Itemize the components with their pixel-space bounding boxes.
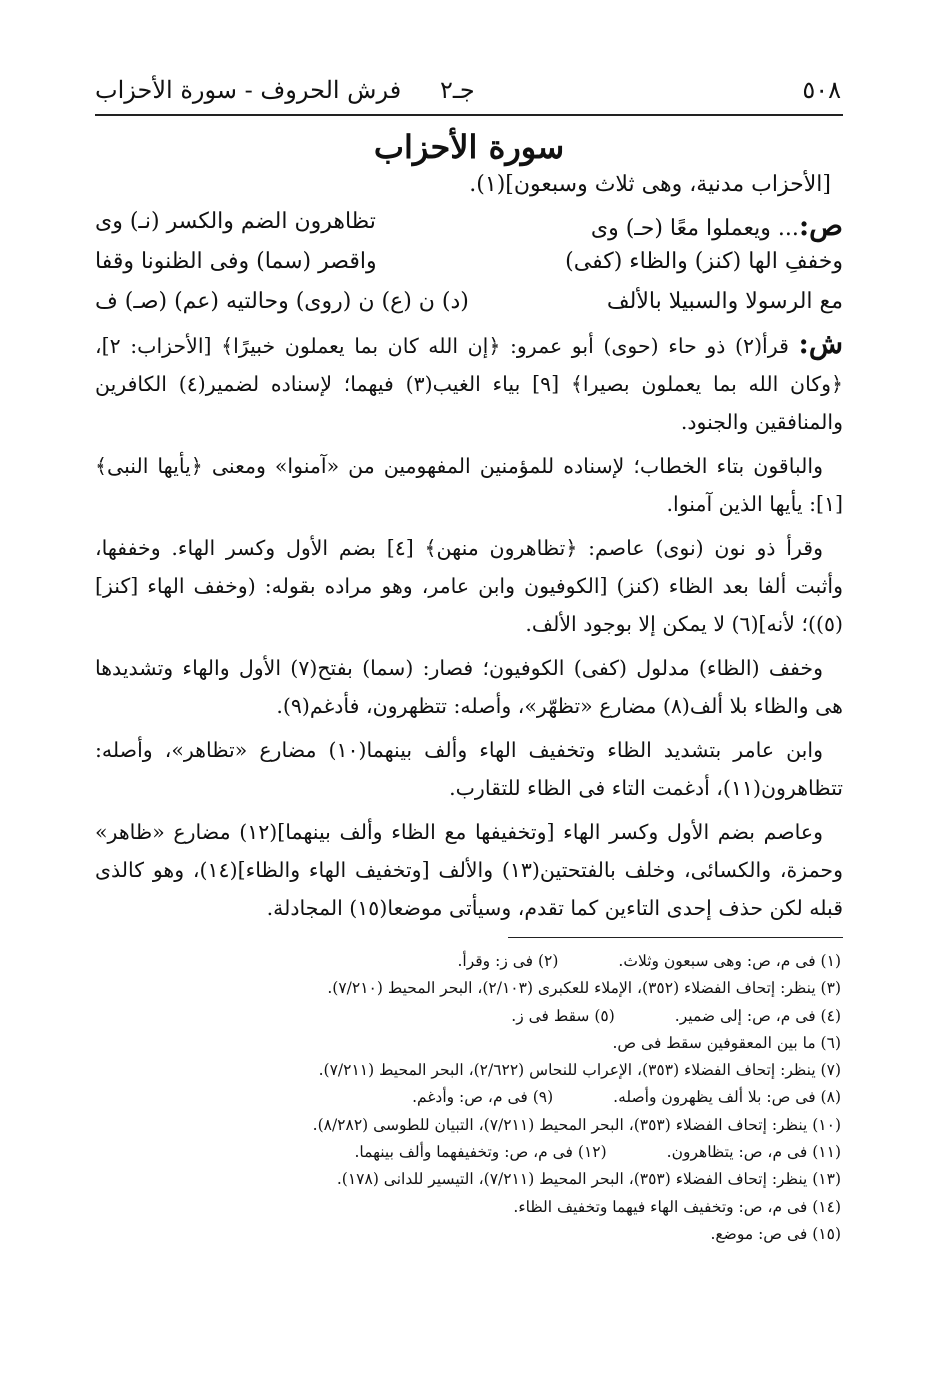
footnote-row (95, 1194, 841, 1221)
volume-label: جـ٢ (440, 76, 475, 104)
verse-line (95, 205, 843, 245)
footnote-row (95, 1057, 841, 1084)
footnote: (٧) ينظر: إتحاف الفضلاء (٣٥٣)، الإعراب للنحاس (٢/٦٢٢)، البحر المحيط (٧/٢١١). (318, 1061, 841, 1080)
footnote: (٤) فى م، ص: إلى ضمير. (674, 1006, 841, 1025)
footnote: (١١) فى م، ص: يتظاهرون. (666, 1143, 841, 1162)
running-title: فرش الحروف - سورة الأحزاب (95, 76, 402, 104)
commentary (95, 325, 843, 927)
footnote-row (95, 1030, 841, 1057)
footnote-row (95, 1166, 841, 1193)
commentary-paragraph: وخفف (الظاء) مدلول (كفى) الكوفيون؛ فصار: (سما) بفتح(٧) الأول والهاء وتشديدها هى والظاء بلا ألف(٨) مضارع «تظهّر»، وأصله: تتظهرون، فأدغم(٩). (95, 656, 843, 718)
footnote-row (95, 1112, 841, 1139)
commentary-paragraph: وقرأ ذو نون (نوى) عاصم: ﴿تظاهرون منهن﴾ [٤] بضم الأول وكسر الهاء. وخففها، وأثبت ألفا بعد الظاء (كنز) [الكوفيون وابن عامر، وهو مراده بقوله: (وخفف الهاء [كنز](٥))؛ لأنه](٦) لا يمكن إلا بوجود الألف. (95, 536, 843, 636)
verse-line (95, 245, 843, 285)
commentary-paragraph: وابن عامر بتشديد الظاء وتخفيف الهاء وألف بينهما(١٠) مضارع «تظاهر»، وأصله: تتظاهرون(١١)، أدغمت التاء فى الظاء للتقارب. (95, 738, 843, 800)
footnote: (١٣) ينظر: إتحاف الفضلاء (٣٥٣)، البحر المحيط (٧/٢١١)، التيسير للدانى (١٧٨). (336, 1170, 841, 1189)
footnote-row (95, 1084, 841, 1111)
footnote: (١) فى م، ص: وهى سبعون وثلاث. (618, 952, 841, 970)
footnote: (١٥) فى ص: موضع. (710, 1224, 841, 1243)
book-page (95, 68, 843, 1248)
commentary-paragraph: ش: قرأ(٢) ذو حاء (حوى) أبو عمرو: ﴿إن الله كان بما يعملون خبيرًا﴾ [الأحزاب: ٢]، ﴿وكان الله بما يعملون بصيرا﴾ [٩] بياء الغيب(٣) فيهما؛ لإسناده لضمير(٤) الكافرين والمنافقين والجنود. (95, 327, 844, 434)
verse-hemistich-left: (د) ن (ع) ن (روى) وحالتيه (عم) (صـ) ف (95, 289, 469, 314)
footnote-row (95, 1139, 841, 1166)
verse-hemistich-right: وخففِ الها (كنز) والظاء (كفى) (565, 249, 843, 274)
footnote: (٨) فى ص: بلا ألف يظهرون وأصله. (613, 1088, 841, 1107)
commentary-paragraph: والباقون بتاء الخطاب؛ لإسناده للمؤمنين المفهومين من «آمنوا» ومعنى ﴿يأيها النبى﴾ [١]: يأيها الذين آمنوا. (95, 454, 843, 516)
verse-hemistich-right: مع الرسولا والسبيلا بالألف (606, 289, 843, 314)
footnote: (٦) ما بين المعقوفين سقط فى ص. (612, 1033, 841, 1052)
page-header (95, 68, 843, 116)
verse-hemistich-left: تظاهرون الضم والكسر (نـ) وى (95, 209, 376, 234)
footnote-row (95, 975, 841, 1002)
footnote: (٣) ينظر: إتحاف الفضلاء (٣٥٢)، الإملاء للعكبرى (٢/١٠٣)، البحر المحيط (٧/٢١٠). (327, 979, 841, 998)
page-number: ٥٠٨ (802, 76, 841, 104)
verse-block (95, 205, 843, 325)
footnote: (١٠) ينظر: إتحاف الفضلاء (٣٥٣)، البحر المحيط (٧/٢١١)، التبيان للطوسى (٨/٢٨٢). (312, 1115, 841, 1134)
surah-title: سورة الأحزاب (373, 128, 565, 166)
footnote-row (95, 1003, 841, 1030)
surah-intro: [الأحزاب مدنية، وهى ثلاث وسبعون](١). (469, 172, 831, 197)
footnote: (٩) فى م، ص: وأدغم. (412, 1088, 554, 1107)
verse-marker: ص: (798, 209, 843, 242)
footnotes (95, 948, 843, 1248)
footnote: (٢) فى ز: وقرأ. (457, 952, 559, 970)
footnote: (٥) سقط فى ز. (511, 1006, 615, 1025)
verse-line (95, 285, 843, 325)
footnote-row (95, 1221, 841, 1248)
footnote-row (95, 948, 841, 975)
verse-hemistich-right: ص:... ويعملوا معًا (حـ) وى (590, 209, 843, 242)
commentary-marker: ش: (798, 327, 843, 360)
commentary-paragraph: وعاصم بضم الأول وكسر الهاء [وتخفيفها مع الظاء وألف بينهما](١٢) مضارع «ظاهر» وحمزة، والكسائى، وخلف بالفتحتين(١٣) والألف [وتخفيف الهاء والظاء](١٤)، وهو كالذى قبله لكن حذف إحدى التاءين كما تقدم، وسيأتى موضعا(١٥) المجادلة. (95, 820, 844, 920)
footnote: (١٢) فى م، ص: وتخفيفهما وألف بينهما. (354, 1143, 607, 1162)
footnote: (١٤) فى م، ص: وتخفيف الهاء فيهما وتخفيف الظاء. (513, 1197, 841, 1216)
verse-hemistich-left: واقصر (سما) وفى الظنونا وقفا (95, 249, 377, 274)
footnote-separator (508, 937, 843, 938)
